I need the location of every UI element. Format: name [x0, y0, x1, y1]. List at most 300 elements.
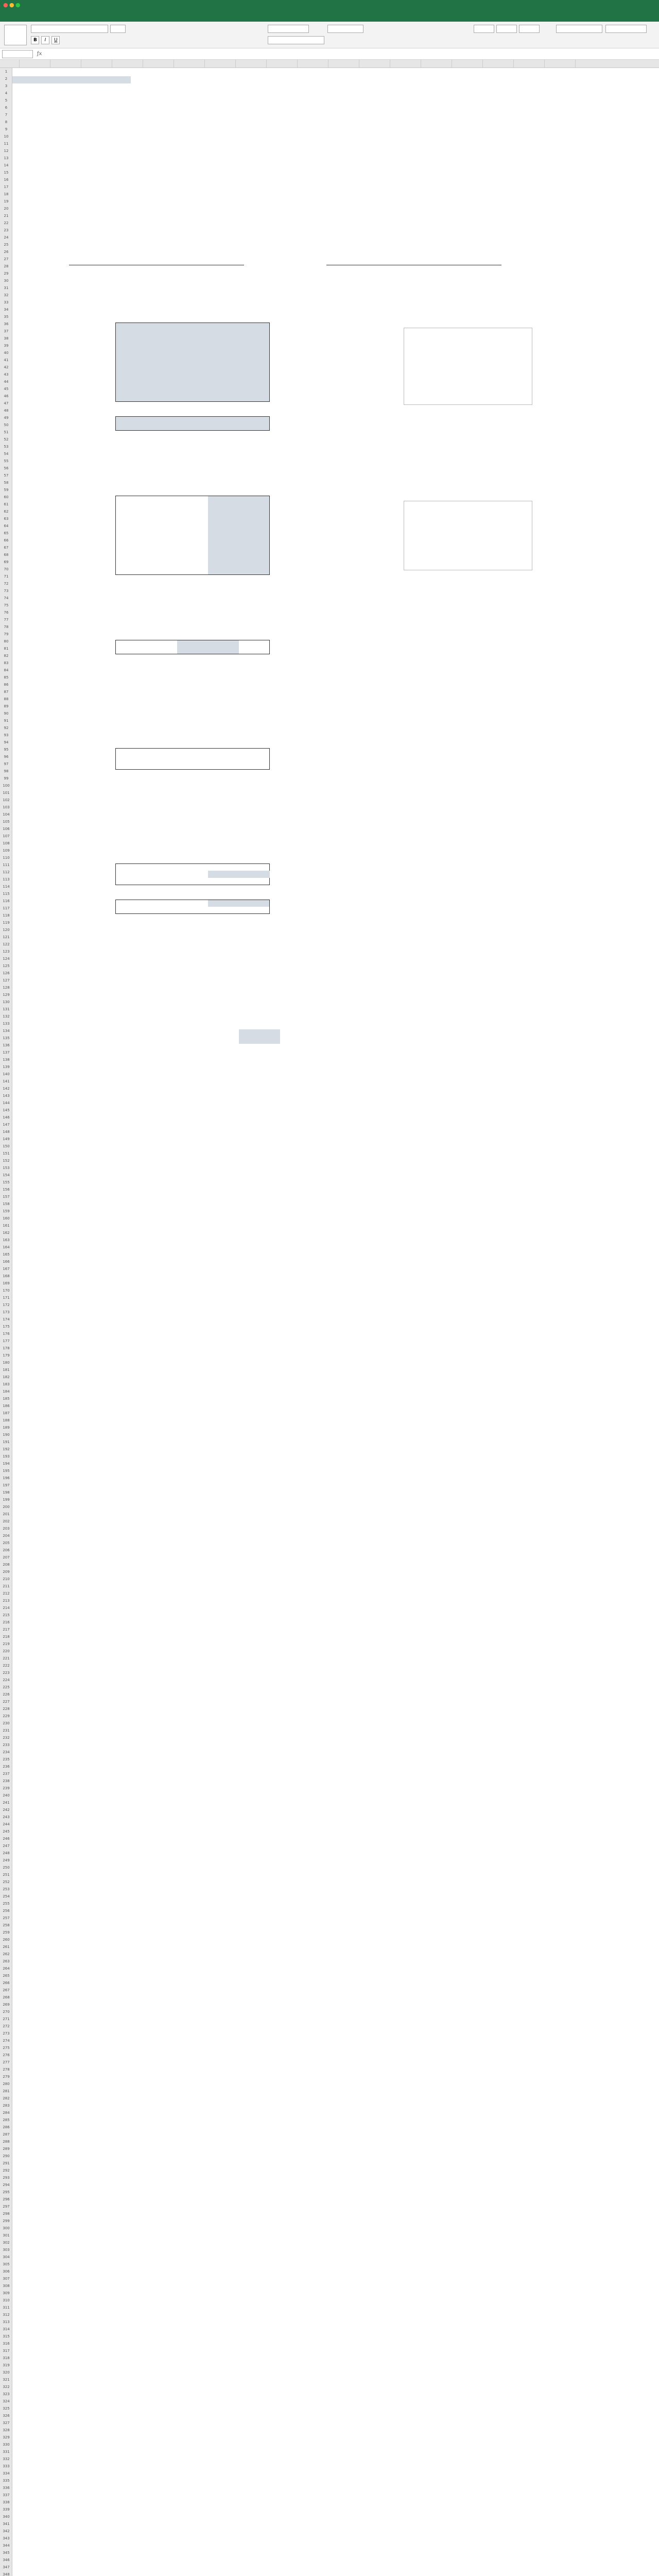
row-header[interactable]: 176 — [3, 1332, 10, 1336]
row-header[interactable]: 14 — [4, 163, 9, 167]
row-header[interactable]: 346 — [3, 2558, 10, 2562]
row-header[interactable]: 225 — [3, 1685, 10, 1689]
row-header[interactable]: 9 — [5, 127, 8, 131]
row-header[interactable]: 193 — [3, 1454, 10, 1459]
row-header[interactable]: 4 — [5, 91, 8, 95]
row-header[interactable]: 259 — [3, 1930, 10, 1935]
row-header[interactable]: 312 — [3, 2313, 10, 2317]
row-header[interactable]: 132 — [3, 1014, 10, 1019]
row-header[interactable]: 109 — [3, 849, 10, 853]
row-header[interactable]: 149 — [3, 1137, 10, 1141]
row-header[interactable]: 185 — [3, 1397, 10, 1401]
row-header[interactable]: 64 — [4, 524, 9, 528]
row-header[interactable]: 6 — [5, 106, 8, 110]
row-header[interactable]: 232 — [3, 1736, 10, 1740]
row-header[interactable]: 319 — [3, 2363, 10, 2367]
row-header[interactable]: 256 — [3, 1909, 10, 1913]
row-header[interactable]: 34 — [4, 308, 9, 312]
row-header[interactable]: 208 — [3, 1563, 10, 1567]
name-box[interactable] — [2, 50, 33, 58]
column-header[interactable] — [20, 60, 50, 68]
row-header[interactable]: 76 — [4, 611, 9, 615]
row-header[interactable]: 69 — [4, 560, 9, 564]
row-header[interactable]: 203 — [3, 1527, 10, 1531]
row-header[interactable]: 62 — [4, 510, 9, 514]
row-header[interactable]: 81 — [4, 647, 9, 651]
row-header[interactable]: 304 — [3, 2255, 10, 2259]
row-header[interactable]: 292 — [3, 2168, 10, 2173]
row-header[interactable]: 213 — [3, 1599, 10, 1603]
row-header[interactable]: 314 — [3, 2327, 10, 2331]
row-header[interactable]: 162 — [3, 1231, 10, 1235]
row-header[interactable]: 108 — [3, 841, 10, 845]
row-header[interactable]: 244 — [3, 1822, 10, 1826]
row-header[interactable]: 254 — [3, 1894, 10, 1899]
row-header[interactable]: 15 — [4, 171, 9, 175]
row-header[interactable]: 145 — [3, 1108, 10, 1112]
row-header[interactable]: 30 — [4, 279, 9, 283]
row-header[interactable]: 168 — [3, 1274, 10, 1278]
row-header[interactable]: 151 — [3, 1151, 10, 1156]
row-header[interactable]: 65 — [4, 531, 9, 535]
row-header[interactable]: 260 — [3, 1938, 10, 1942]
row-header[interactable]: 180 — [3, 1361, 10, 1365]
row-header[interactable]: 103 — [3, 805, 10, 809]
row-header[interactable]: 113 — [3, 877, 10, 882]
row-header[interactable]: 344 — [3, 2544, 10, 2548]
row-header[interactable]: 170 — [3, 1289, 10, 1293]
row-header[interactable]: 114 — [3, 885, 10, 889]
row-header[interactable]: 309 — [3, 2291, 10, 2295]
font-size-select[interactable] — [110, 25, 126, 33]
row-header[interactable]: 24 — [4, 235, 9, 240]
column-header[interactable] — [81, 60, 112, 68]
row-header[interactable]: 181 — [3, 1368, 10, 1372]
row-header[interactable]: 31 — [4, 286, 9, 290]
row-header[interactable]: 337 — [3, 2493, 10, 2497]
row-header[interactable]: 265 — [3, 1974, 10, 1978]
row-header[interactable]: 83 — [4, 661, 9, 665]
row-header[interactable]: 164 — [3, 1245, 10, 1249]
row-header[interactable]: 238 — [3, 1779, 10, 1783]
row-header[interactable]: 47 — [4, 401, 9, 405]
row-header[interactable]: 41 — [4, 358, 9, 362]
row-header[interactable]: 39 — [4, 344, 9, 348]
row-header[interactable]: 67 — [4, 546, 9, 550]
row-header[interactable]: 43 — [4, 372, 9, 377]
row-header[interactable]: 306 — [3, 2269, 10, 2274]
row-header[interactable]: 178 — [3, 1346, 10, 1350]
row-header[interactable]: 2 — [5, 77, 8, 81]
row-header[interactable]: 123 — [3, 950, 10, 954]
row-header[interactable]: 301 — [3, 2233, 10, 2238]
row-header[interactable]: 163 — [3, 1238, 10, 1242]
row-header[interactable]: 117 — [3, 906, 10, 910]
row-header[interactable]: 159 — [3, 1209, 10, 1213]
row-header[interactable]: 172 — [3, 1303, 10, 1307]
row-header[interactable]: 246 — [3, 1837, 10, 1841]
row-header[interactable]: 305 — [3, 2262, 10, 2266]
row-header[interactable]: 196 — [3, 1476, 10, 1480]
row-header[interactable]: 331 — [3, 2450, 10, 2454]
row-header[interactable]: 22 — [4, 221, 9, 225]
row-header[interactable]: 227 — [3, 1700, 10, 1704]
row-header[interactable]: 42 — [4, 365, 9, 369]
row-header[interactable]: 229 — [3, 1714, 10, 1718]
row-header[interactable]: 175 — [3, 1325, 10, 1329]
row-header[interactable]: 243 — [3, 1815, 10, 1819]
row-header[interactable]: 240 — [3, 1793, 10, 1798]
row-header[interactable]: 313 — [3, 2320, 10, 2324]
row-header[interactable]: 316 — [3, 2342, 10, 2346]
column-header[interactable] — [514, 60, 545, 68]
row-header[interactable]: 7 — [5, 113, 8, 117]
column-header[interactable] — [545, 60, 576, 68]
column-header[interactable] — [328, 60, 359, 68]
row-header[interactable]: 219 — [3, 1642, 10, 1646]
row-header[interactable]: 200 — [3, 1505, 10, 1509]
row-header[interactable]: 341 — [3, 2522, 10, 2526]
row-header[interactable]: 70 — [4, 567, 9, 571]
row-header[interactable]: 28 — [4, 264, 9, 268]
row-header[interactable]: 283 — [3, 2104, 10, 2108]
row-header[interactable]: 156 — [3, 1188, 10, 1192]
row-header[interactable]: 121 — [3, 935, 10, 939]
row-header[interactable]: 130 — [3, 1000, 10, 1004]
row-header[interactable]: 32 — [4, 293, 9, 297]
column-header[interactable] — [112, 60, 143, 68]
row-header[interactable]: 82 — [4, 654, 9, 658]
row-header[interactable]: 25 — [4, 243, 9, 247]
row-header[interactable]: 57 — [4, 473, 9, 478]
row-header[interactable]: 153 — [3, 1166, 10, 1170]
row-header[interactable]: 226 — [3, 1692, 10, 1697]
row-header[interactable]: 269 — [3, 2003, 10, 2007]
row-header[interactable]: 155 — [3, 1180, 10, 1184]
insert-cells-button[interactable] — [474, 25, 494, 33]
column-header[interactable] — [143, 60, 174, 68]
row-header[interactable]: 221 — [3, 1656, 10, 1660]
row-header[interactable]: 46 — [4, 394, 9, 398]
row-header[interactable]: 320 — [3, 2370, 10, 2375]
row-header[interactable]: 8 — [5, 120, 8, 124]
row-header[interactable]: 26 — [4, 250, 9, 254]
row-header[interactable]: 116 — [3, 899, 10, 903]
row-header[interactable]: 195 — [3, 1469, 10, 1473]
row-header[interactable]: 126 — [3, 971, 10, 975]
row-header[interactable]: 343 — [3, 2536, 10, 2540]
row-header[interactable]: 11 — [4, 142, 9, 146]
minimize-icon[interactable]: ● — [9, 2, 14, 8]
row-header[interactable]: 186 — [3, 1404, 10, 1408]
row-header[interactable]: 295 — [3, 2190, 10, 2194]
row-header[interactable]: 275 — [3, 2046, 10, 2050]
row-header[interactable]: 277 — [3, 2060, 10, 2064]
row-header[interactable]: 289 — [3, 2147, 10, 2151]
row-header[interactable]: 146 — [3, 1115, 10, 1120]
row-header[interactable]: 211 — [3, 1584, 10, 1588]
row-header[interactable]: 201 — [3, 1512, 10, 1516]
column-header[interactable] — [12, 60, 20, 68]
row-header[interactable]: 171 — [3, 1296, 10, 1300]
row-header[interactable]: 273 — [3, 2031, 10, 2036]
row-header[interactable]: 72 — [4, 582, 9, 586]
row-header[interactable]: 270 — [3, 2010, 10, 2014]
row-header[interactable]: 187 — [3, 1411, 10, 1415]
row-header[interactable]: 112 — [3, 870, 10, 874]
row-header[interactable]: 223 — [3, 1671, 10, 1675]
row-header[interactable]: 95 — [4, 748, 9, 752]
row-header[interactable]: 79 — [4, 632, 9, 636]
row-header[interactable]: 310 — [3, 2298, 10, 2302]
row-header[interactable]: 99 — [4, 776, 9, 781]
row-header[interactable]: 94 — [4, 740, 9, 744]
row-header[interactable]: 60 — [4, 495, 9, 499]
row-header[interactable]: 139 — [3, 1065, 10, 1069]
row-header[interactable]: 96 — [4, 755, 9, 759]
row-header[interactable]: 321 — [3, 2378, 10, 2382]
row-header[interactable]: 286 — [3, 2125, 10, 2129]
column-header[interactable] — [267, 60, 298, 68]
row-header[interactable]: 157 — [3, 1195, 10, 1199]
bold-button[interactable]: B — [31, 36, 39, 44]
row-header[interactable]: 247 — [3, 1844, 10, 1848]
conditional-format-button[interactable] — [268, 25, 309, 33]
row-header[interactable]: 209 — [3, 1570, 10, 1574]
row-header[interactable]: 3 — [5, 84, 8, 88]
row-header[interactable]: 253 — [3, 1887, 10, 1891]
row-header[interactable]: 271 — [3, 2017, 10, 2021]
row-header[interactable]: 336 — [3, 2486, 10, 2490]
row-header[interactable]: 298 — [3, 2212, 10, 2216]
row-header[interactable]: 160 — [3, 1216, 10, 1221]
row-header[interactable]: 348 — [3, 2572, 10, 2576]
row-header[interactable]: 144 — [3, 1101, 10, 1105]
row-header[interactable]: 12 — [4, 149, 9, 153]
row-header[interactable]: 48 — [4, 409, 9, 413]
row-header[interactable]: 93 — [4, 733, 9, 737]
row-header[interactable]: 90 — [4, 711, 9, 716]
row-header[interactable]: 212 — [3, 1591, 10, 1596]
row-header[interactable]: 107 — [3, 834, 10, 838]
row-header[interactable]: 75 — [4, 603, 9, 607]
row-header[interactable]: 183 — [3, 1382, 10, 1386]
row-header[interactable]: 143 — [3, 1094, 10, 1098]
row-header[interactable]: 59 — [4, 488, 9, 492]
row-header[interactable]: 284 — [3, 2111, 10, 2115]
find-select-button[interactable] — [605, 25, 647, 33]
row-header[interactable]: 184 — [3, 1389, 10, 1394]
row-header[interactable]: 133 — [3, 1022, 10, 1026]
row-header[interactable]: 5 — [5, 98, 8, 103]
row-header[interactable]: 245 — [3, 1829, 10, 1834]
roe-chart[interactable] — [404, 501, 532, 570]
row-header[interactable]: 329 — [3, 2435, 10, 2439]
row-header[interactable]: 335 — [3, 2479, 10, 2483]
row-header[interactable]: 234 — [3, 1750, 10, 1754]
row-header[interactable]: 23 — [4, 228, 9, 232]
row-header[interactable]: 10 — [4, 134, 9, 139]
row-header[interactable]: 198 — [3, 1490, 10, 1495]
row-header[interactable]: 37 — [4, 329, 9, 333]
row-header[interactable]: 307 — [3, 2277, 10, 2281]
row-header[interactable]: 257 — [3, 1916, 10, 1920]
column-header[interactable] — [483, 60, 514, 68]
row-header[interactable]: 52 — [4, 437, 9, 442]
row-header[interactable]: 264 — [3, 1967, 10, 1971]
row-header[interactable]: 207 — [3, 1555, 10, 1560]
row-header[interactable]: 124 — [3, 957, 10, 961]
row-header[interactable]: 282 — [3, 2096, 10, 2100]
row-header[interactable]: 38 — [4, 336, 9, 341]
row-header[interactable]: 315 — [3, 2334, 10, 2338]
row-header[interactable]: 332 — [3, 2457, 10, 2461]
row-header[interactable]: 54 — [4, 452, 9, 456]
row-header[interactable]: 78 — [4, 625, 9, 629]
row-header[interactable]: 224 — [3, 1678, 10, 1682]
row-header[interactable]: 210 — [3, 1577, 10, 1581]
row-header[interactable]: 252 — [3, 1880, 10, 1884]
row-header[interactable]: 250 — [3, 1866, 10, 1870]
row-header[interactable]: 215 — [3, 1613, 10, 1617]
row-header[interactable]: 152 — [3, 1159, 10, 1163]
row-header[interactable]: 268 — [3, 1995, 10, 1999]
row-header[interactable]: 127 — [3, 978, 10, 982]
row-header[interactable]: 88 — [4, 697, 9, 701]
row-header[interactable]: 258 — [3, 1923, 10, 1927]
row-header[interactable]: 97 — [4, 762, 9, 766]
row-header[interactable]: 281 — [3, 2089, 10, 2093]
row-header[interactable]: 311 — [3, 2306, 10, 2310]
cell-styles-button[interactable] — [327, 25, 363, 33]
column-header[interactable] — [390, 60, 421, 68]
row-header[interactable]: 104 — [3, 812, 10, 817]
row-header[interactable]: 68 — [4, 553, 9, 557]
row-header[interactable]: 345 — [3, 2551, 10, 2555]
row-header[interactable]: 129 — [3, 993, 10, 997]
row-header[interactable]: 92 — [4, 726, 9, 730]
column-header[interactable] — [298, 60, 328, 68]
row-header[interactable]: 280 — [3, 2082, 10, 2086]
row-header[interactable]: 299 — [3, 2219, 10, 2223]
row-header[interactable]: 40 — [4, 351, 9, 355]
row-header[interactable]: 182 — [3, 1375, 10, 1379]
row-header[interactable]: 119 — [3, 921, 10, 925]
row-header[interactable]: 58 — [4, 481, 9, 485]
row-header[interactable]: 241 — [3, 1801, 10, 1805]
row-header[interactable]: 302 — [3, 2241, 10, 2245]
row-header[interactable]: 339 — [3, 2507, 10, 2512]
column-header[interactable] — [174, 60, 205, 68]
row-header[interactable]: 49 — [4, 416, 9, 420]
row-header[interactable]: 294 — [3, 2183, 10, 2187]
row-header[interactable]: 56 — [4, 466, 9, 470]
row-header[interactable]: 249 — [3, 1858, 10, 1862]
row-header[interactable]: 140 — [3, 1072, 10, 1076]
row-header[interactable]: 102 — [3, 798, 10, 802]
row-header[interactable]: 85 — [4, 675, 9, 680]
row-header[interactable]: 327 — [3, 2421, 10, 2425]
row-header[interactable]: 326 — [3, 2414, 10, 2418]
row-header[interactable]: 135 — [3, 1036, 10, 1040]
column-header[interactable] — [236, 60, 267, 68]
row-header[interactable]: 266 — [3, 1981, 10, 1985]
row-header[interactable]: 191 — [3, 1440, 10, 1444]
row-header[interactable]: 105 — [3, 820, 10, 824]
row-header[interactable]: 233 — [3, 1743, 10, 1747]
row-header[interactable]: 18 — [4, 192, 9, 196]
row-header[interactable]: 150 — [3, 1144, 10, 1148]
row-header[interactable]: 300 — [3, 2226, 10, 2230]
row-header[interactable]: 235 — [3, 1757, 10, 1761]
column-header[interactable] — [50, 60, 81, 68]
close-icon[interactable]: ● — [3, 2, 8, 8]
row-header[interactable]: 80 — [4, 639, 9, 643]
row-header[interactable]: 177 — [3, 1339, 10, 1343]
row-header[interactable]: 21 — [4, 214, 9, 218]
underline-button[interactable]: U — [51, 36, 60, 44]
row-header[interactable]: 55 — [4, 459, 9, 463]
row-header[interactable]: 334 — [3, 2471, 10, 2476]
font-name-select[interactable] — [31, 25, 108, 33]
column-header[interactable] — [205, 60, 236, 68]
row-header[interactable]: 291 — [3, 2161, 10, 2165]
sort-filter-button[interactable] — [556, 25, 602, 33]
delete-cells-button[interactable] — [496, 25, 517, 33]
row-header[interactable]: 27 — [4, 257, 9, 261]
row-header[interactable]: 333 — [3, 2464, 10, 2468]
row-header[interactable]: 169 — [3, 1281, 10, 1285]
row-header[interactable]: 255 — [3, 1902, 10, 1906]
row-header[interactable]: 142 — [3, 1087, 10, 1091]
row-header[interactable]: 317 — [3, 2349, 10, 2353]
row-header[interactable]: 36 — [4, 322, 9, 326]
row-header[interactable]: 87 — [4, 690, 9, 694]
row-header[interactable]: 230 — [3, 1721, 10, 1725]
row-header[interactable]: 128 — [3, 986, 10, 990]
row-header[interactable]: 165 — [3, 1252, 10, 1257]
row-header[interactable]: 147 — [3, 1123, 10, 1127]
row-header[interactable]: 293 — [3, 2176, 10, 2180]
row-header[interactable]: 131 — [3, 1007, 10, 1011]
row-header[interactable]: 13 — [4, 156, 9, 160]
row-header[interactable]: 120 — [3, 928, 10, 932]
row-header[interactable]: 19 — [4, 199, 9, 204]
row-header[interactable]: 330 — [3, 2443, 10, 2447]
row-header[interactable]: 296 — [3, 2197, 10, 2201]
row-header[interactable]: 262 — [3, 1952, 10, 1956]
column-header[interactable] — [452, 60, 483, 68]
row-header[interactable]: 158 — [3, 1202, 10, 1206]
row-header[interactable]: 122 — [3, 942, 10, 946]
row-header[interactable]: 216 — [3, 1620, 10, 1624]
row-header[interactable]: 161 — [3, 1224, 10, 1228]
row-header[interactable]: 73 — [4, 589, 9, 593]
row-header[interactable]: 91 — [4, 719, 9, 723]
eps-chart[interactable] — [404, 328, 532, 405]
row-header[interactable]: 338 — [3, 2500, 10, 2504]
column-header[interactable] — [359, 60, 390, 68]
row-header[interactable]: 192 — [3, 1447, 10, 1451]
row-header[interactable]: 166 — [3, 1260, 10, 1264]
row-header[interactable]: 106 — [3, 827, 10, 831]
row-header[interactable]: 204 — [3, 1534, 10, 1538]
row-header[interactable]: 206 — [3, 1548, 10, 1552]
worksheet-grid[interactable] — [12, 68, 659, 2576]
row-header[interactable]: 50 — [4, 423, 9, 427]
row-header[interactable]: 279 — [3, 2075, 10, 2079]
row-header[interactable]: 251 — [3, 1873, 10, 1877]
